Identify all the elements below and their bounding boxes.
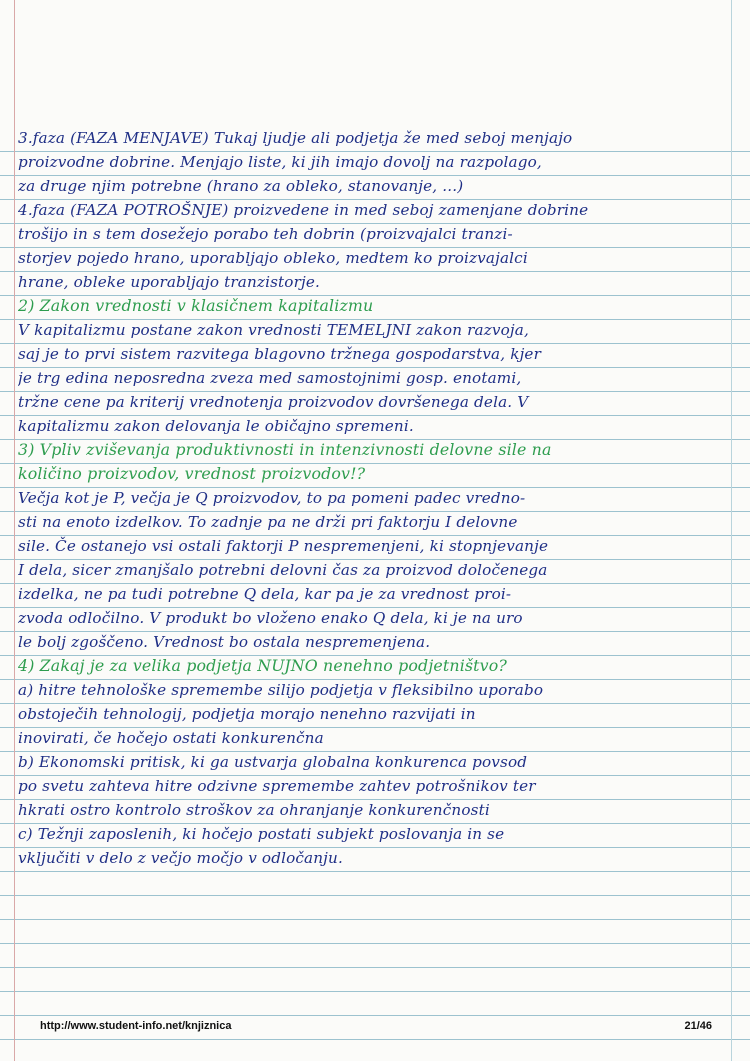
left-margin-line <box>14 0 15 1061</box>
text-line: tržne cene pa kriterij vrednotenja proizvodov dovršenega dela. V <box>18 393 529 411</box>
text-line: c) Težnji zaposlenih, ki hočejo postati subjekt poslovanja in se <box>18 825 505 843</box>
section-heading: 3) Vpliv zviševanja produktivnosti in intenzivnosti delovne sile na <box>18 440 552 459</box>
text-line: b) Ekonomski pritisk, ki ga ustvarja globalna konkurenca povsod <box>18 753 528 771</box>
text-line: V kapitalizmu postane zakon vrednosti TEMELJNI zakon razvoja, <box>18 321 529 339</box>
text-line: hkrati ostro kontrolo stroškov za ohranjanje konkurenčnosti <box>18 801 490 819</box>
text-line: storjev pojedo hrano, uporabljajo obleko, medtem ko proizvajalci <box>18 249 528 267</box>
text-line: inovirati, če hočejo ostati konkurenčna <box>18 729 324 747</box>
text-line: zvoda odločilno. V produkt bo vloženo enako Q dela, ki je na uro <box>18 609 523 627</box>
text-line: a) hitre tehnološke spremembe silijo podjetja v fleksibilno uporabo <box>18 681 544 699</box>
text-line: je trg edina neposredna zveza med samostojnimi gosp. enotami, <box>18 369 522 387</box>
text-line: za druge njim potrebne (hrano za obleko, stanovanje, ...) <box>18 177 464 195</box>
text-line: proizvodne dobrine. Menjajo liste, ki jih imajo dovolj na razpolago, <box>18 153 542 171</box>
text-line: saj je to prvi sistem razvitega blagovno tržnega gospodarstva, kjer <box>18 345 541 363</box>
page-number: 21/46 <box>684 1020 712 1032</box>
text-line: 3.faza (FAZA MENJAVE) Tukaj ljudje ali podjetja že med seboj menjajo <box>18 129 573 147</box>
text-line: obstoječih tehnologij, podjetja morajo nenehno razvijati in <box>18 705 476 723</box>
text-line: vključiti v delo z večjo močjo v odločanju. <box>18 849 343 867</box>
text-line: I dela, sicer zmanjšalo potrebni delovni čas za proizvod določenega <box>18 561 548 579</box>
footer-url[interactable]: http://www.student-info.net/knjiznica <box>40 1020 232 1032</box>
page-footer <box>40 1016 712 1036</box>
text-line: Večja kot je P, večja je Q proizvodov, to pa pomeni padec vredno- <box>18 489 526 507</box>
text-line: sti na enoto izdelkov. To zadnje pa ne drži pri faktorju I delovne <box>18 513 518 531</box>
text-line: sile. Če ostanejo vsi ostali faktorji P nespremenjeni, ki stopnjevanje <box>18 537 549 555</box>
section-heading: količino proizvodov, vrednost proizvodov!? <box>18 464 366 483</box>
text-line: trošijo in s tem dosežejo porabo teh dobrin (proizvajalci tranzi- <box>18 225 513 243</box>
text-line: kapitalizmu zakon delovanja le običajno spremeni. <box>18 417 414 435</box>
text-line: le bolj zgoščeno. Vrednost bo ostala nespremenjena. <box>18 633 431 651</box>
text-line: hrane, obleke uporabljajo tranzistorje. <box>18 273 320 291</box>
handwritten-notes <box>18 126 748 870</box>
text-line: 4.faza (FAZA POTROŠNJE) proizvedene in med seboj zamenjane dobrine <box>18 201 589 219</box>
page-top-blank <box>0 0 750 128</box>
text-line: po svetu zahteva hitre odzivne spremembe zahtev potrošnikov ter <box>18 777 536 795</box>
text-line: izdelka, ne pa tudi potrebne Q dela, kar pa je za vrednost proi- <box>18 585 512 603</box>
section-heading: 4) Zakaj je za velika podjetja NUJNO nenehno podjetništvo? <box>18 656 508 675</box>
section-heading: 2) Zakon vrednosti v klasičnem kapitalizmu <box>18 296 374 315</box>
